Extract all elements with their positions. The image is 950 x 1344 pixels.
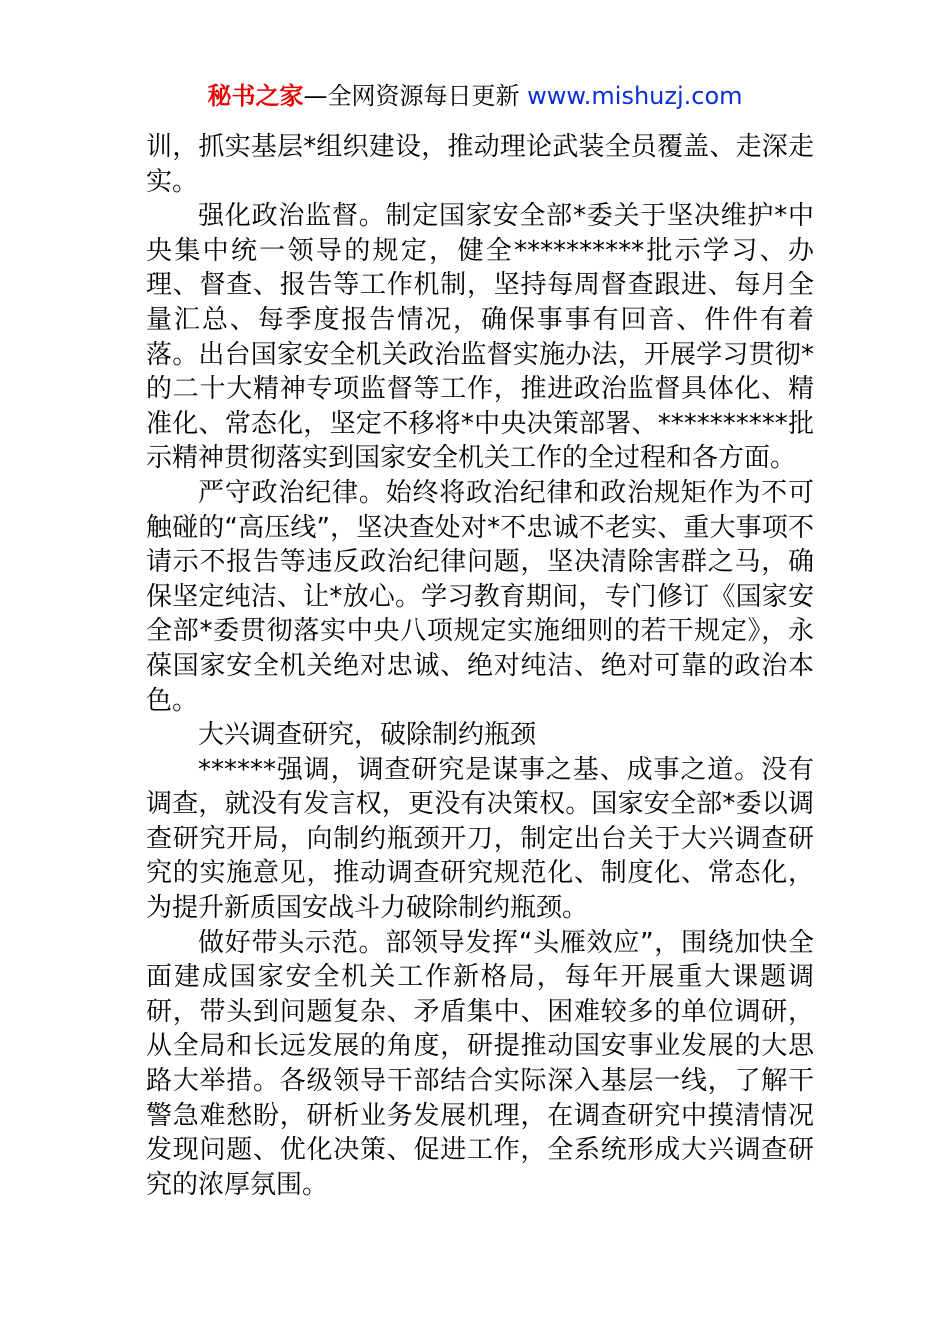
site-header	[0, 80, 950, 112]
paragraph-investigation-intro: ******强调，调查研究是谋事之基、成事之道。没有调查，就没有发言权，更没有决策权。国家安全部*委以调查研究开局，向制约瓶颈开刀，制定出台关于大兴调查研究的实施意见，推动调查研究规范化、制度化、常态化，为提升新质国安战斗力破除制约瓶颈。	[146, 754, 814, 924]
section-heading-investigation: 大兴调查研究，破除制约瓶颈	[198, 720, 537, 751]
document-body	[146, 130, 814, 1202]
paragraph-political-supervision: 强化政治监督。制定国家安全部*委关于坚决维护*中央集中统一领导的规定，健全**********批示学习、办理、督查、报告等工作机制，坚持每周督查跟进、每月全量汇总、每季度报告情况，确保事事有回音、件件有着落。出台国家安全机关政治监督实施办法，开展学习贯彻*的二十大精神专项监督等工作，推进政治监督具体化、精准化、常态化，坚定不移将*中央决策部署、**********批示精神贯彻落实到国家安全机关工作的全过程和各方面。	[146, 201, 814, 474]
paragraph-political-discipline: 严守政治纪律。始终将政治纪律和政治规矩作为不可触碰的“高压线”，坚决查处对*不忠诚不老实、重大事项不请示不报告等违反政治纪律问题，坚决清除害群之马，确保坚定纯洁、让*放心。学习教育期间，专门修订《国家安全部*委贯彻落实中央八项规定实施细则的若干规定》，永葆国家安全机关绝对忠诚、绝对纯洁、绝对可靠的政治本色。	[146, 477, 814, 716]
site-url[interactable]: www.mishuzj.com	[527, 82, 743, 110]
paragraph-lead-by-example: 做好带头示范。部领导发挥“头雁效应”，围绕加快全面建成国家安全机关工作新格局，每年开展重大课题调研，带头到问题复杂、矛盾集中、困难较多的单位调研，从全局和长远发展的角度，研提推动国安事业发展的大思路大举措。各级领导干部结合实际深入基层一线，了解干警急难愁盼，研析业务发展机理，在调查研究中摸清情况发现问题、优化决策、促进工作，全系统形成大兴调查研究的浓厚氛围。	[146, 927, 814, 1200]
site-brand: 秘书之家	[207, 82, 304, 110]
paragraph-continuation: 训，抓实基层*组织建设，推动理论武装全员覆盖、走深走实。	[146, 132, 814, 197]
site-slogan: —全网资源每日更新	[303, 82, 528, 110]
